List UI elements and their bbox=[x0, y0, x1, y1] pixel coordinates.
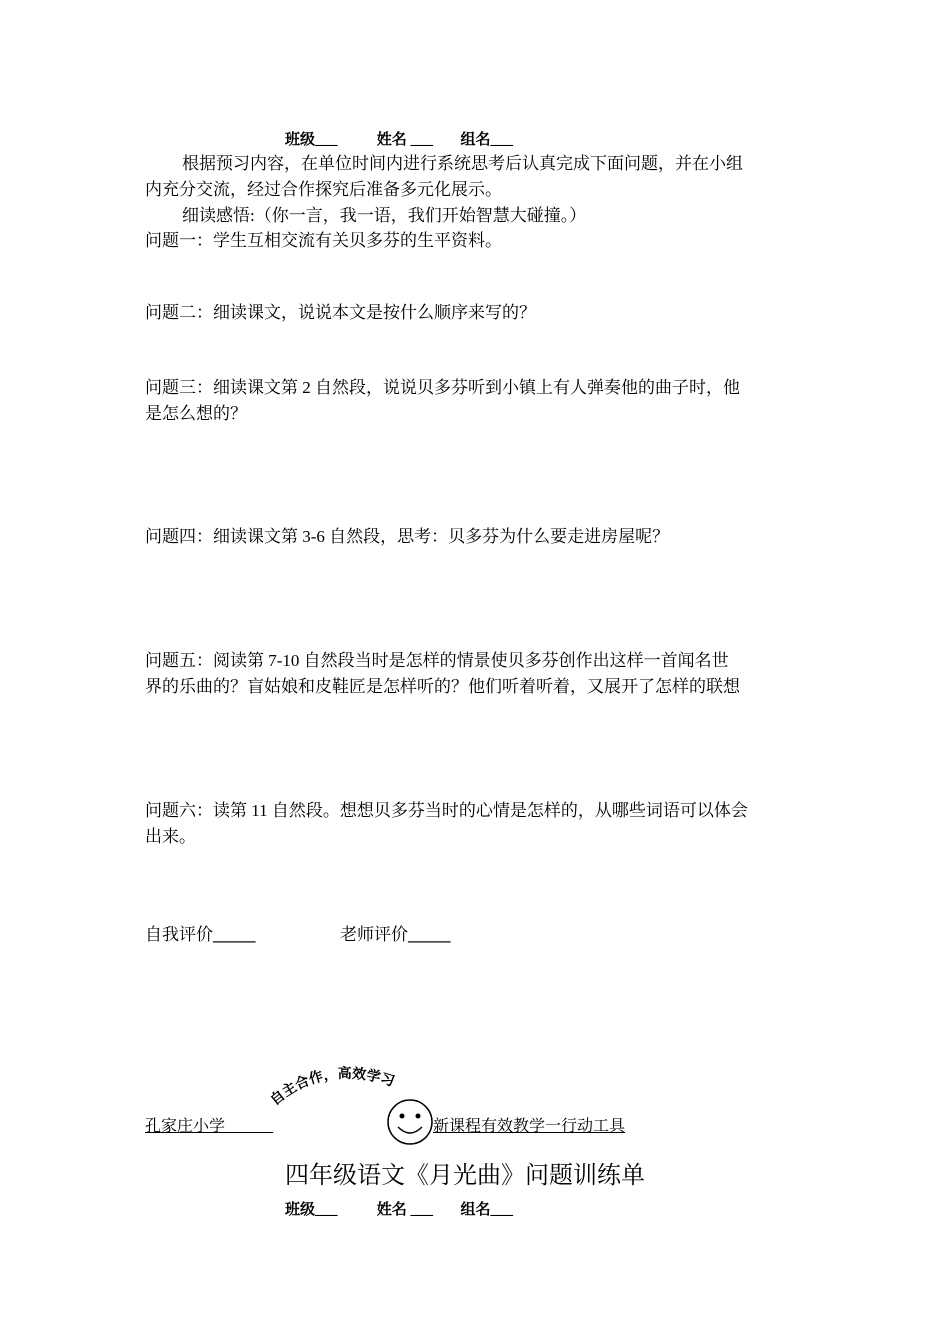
header-row-top bbox=[285, 128, 513, 149]
self-evaluation-blank[interactable]: _____ bbox=[213, 925, 256, 944]
group-field-label: 组名___ bbox=[460, 1202, 514, 1218]
question-3-line-2: 是怎么想的？ bbox=[145, 404, 247, 423]
intro-line-1: 根据预习内容，在单位时间内进行系统思考后认真完成下面问题，并在小组 bbox=[182, 154, 743, 173]
question-4: 问题四：细读课文第 3-6 自然段，思考：贝多芬为什么要走进房屋呢？ bbox=[145, 527, 670, 546]
question-6-line-2: 出来。 bbox=[145, 827, 196, 846]
question-5-line-1: 问题五：阅读第 7-10 自然段当时是怎样的情景使贝多芬创作出这样一首闻名世 bbox=[145, 651, 729, 670]
class-field-label: 班级___ bbox=[285, 132, 338, 148]
name-field-label: 姓名 ___ bbox=[376, 132, 434, 148]
teacher-evaluation bbox=[340, 922, 451, 948]
school-name-text: 孔家庄小学 bbox=[145, 1118, 226, 1135]
name-field-label: 姓名 ___ bbox=[376, 1202, 434, 1218]
document-title: 四年级语文《月光曲》问题训练单 bbox=[285, 1161, 645, 1189]
group-field-label: 组名___ bbox=[460, 132, 514, 148]
self-evaluation-label: 自我评价 bbox=[145, 925, 213, 944]
intro-line-2: 内充分交流，经过合作探究后准备多元化展示。 bbox=[145, 180, 502, 199]
question-3-line-1: 问题三：细读课文第 2 自然段，说说贝多芬听到小镇上有人弹奏他的曲子时，他 bbox=[145, 378, 740, 397]
school-name bbox=[145, 1113, 273, 1136]
question-1: 问题一：学生互相交流有关贝多芬的生平资料。 bbox=[145, 231, 502, 250]
intro-line-3: 细读感悟:（你一言，我一语，我们开始智慧大碰撞。） bbox=[182, 206, 587, 225]
teacher-evaluation-label: 老师评价 bbox=[340, 925, 408, 944]
question-2: 问题二：细读课文，说说本文是按什么顺序来写的？ bbox=[145, 303, 536, 322]
class-field-label: 班级___ bbox=[285, 1202, 338, 1218]
motto-text: 自主合作，高效学习 bbox=[267, 1065, 397, 1109]
school-name-blank: ______ bbox=[225, 1118, 274, 1135]
tagline: 新课程有效教学一行动工具 bbox=[433, 1118, 626, 1135]
teacher-evaluation-blank[interactable]: _____ bbox=[408, 925, 451, 944]
self-evaluation bbox=[145, 922, 256, 948]
question-6-line-1: 问题六：读第 11 自然段。想想贝多芬当时的心情是怎样的，从哪些词语可以体会 bbox=[145, 801, 748, 820]
motto-logo bbox=[250, 1050, 450, 1150]
question-5-line-2: 界的乐曲的？盲姑娘和皮鞋匠是怎样听的？他们听着听着，又展开了怎样的联想 bbox=[145, 677, 740, 696]
smiley-icon bbox=[388, 1100, 432, 1144]
header-row-bottom bbox=[285, 1198, 513, 1219]
